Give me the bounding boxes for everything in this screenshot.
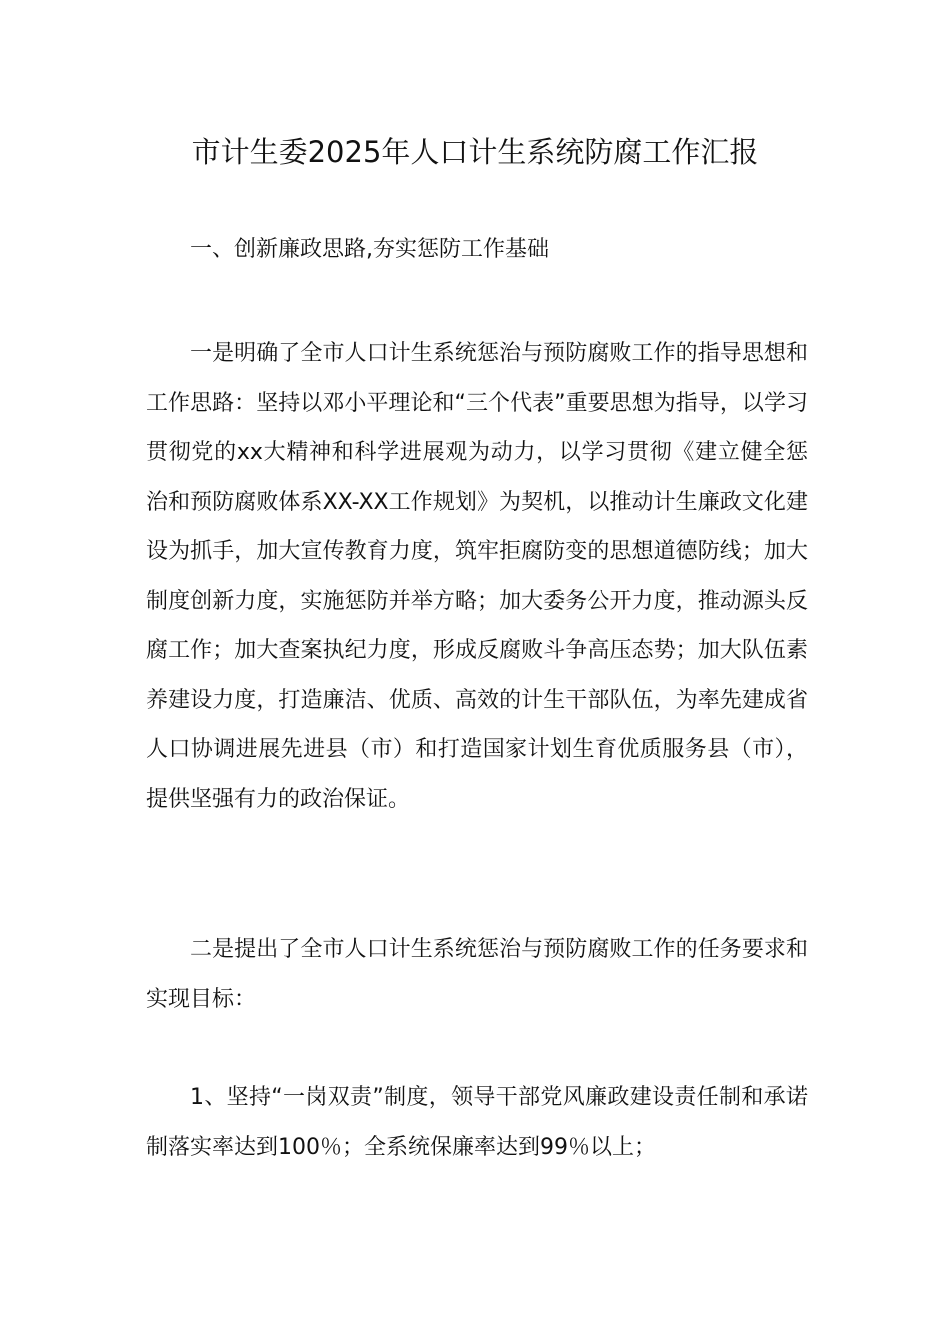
paragraph-guiding-thought: 一是明确了全市人口计生系统惩治与预防腐败工作的指导思想和工作思路：坚持以邓小平理论和“三个代表”重要思想为指导，以学习贯彻党的xx大精神和科学进展观为动力，以学习贯彻《建立健全惩治和预防腐败体系XX-XX工作规划》为契机，以推动计生廉政文化建设为抓手，加大宣传教育力度，筑牢拒腐防变的思想道德防线；加大制度创新力度，实施惩防并举方略；加大委务公开力度，推动源头反腐工作；加大查案执纪力度，形成反腐败斗争高压态势；加大队伍素养建设力度，打造廉洁、优质、高效的计生干部队伍，为率先建成省人口协调进展先进县（市）和打造国家计划生育优质服务县（市），提供坚强有力的政治保证。 — [146, 341, 808, 812]
section-heading: 一、创新廉政思路,夯实惩防工作基础 — [190, 237, 549, 262]
document-title: 市计生委2025年人口计生系统防腐工作汇报 — [191, 135, 759, 169]
paragraph-task-requirements: 二是提出了全市人口计生系统惩治与预防腐败工作的任务要求和实现目标： — [146, 937, 808, 1012]
paragraph-item-1: 1、坚持“一岗双责”制度，领导干部党风廉政建设责任制和承诺制落实率达到100％；全系统保廉率达到99％以上； — [146, 1085, 808, 1160]
